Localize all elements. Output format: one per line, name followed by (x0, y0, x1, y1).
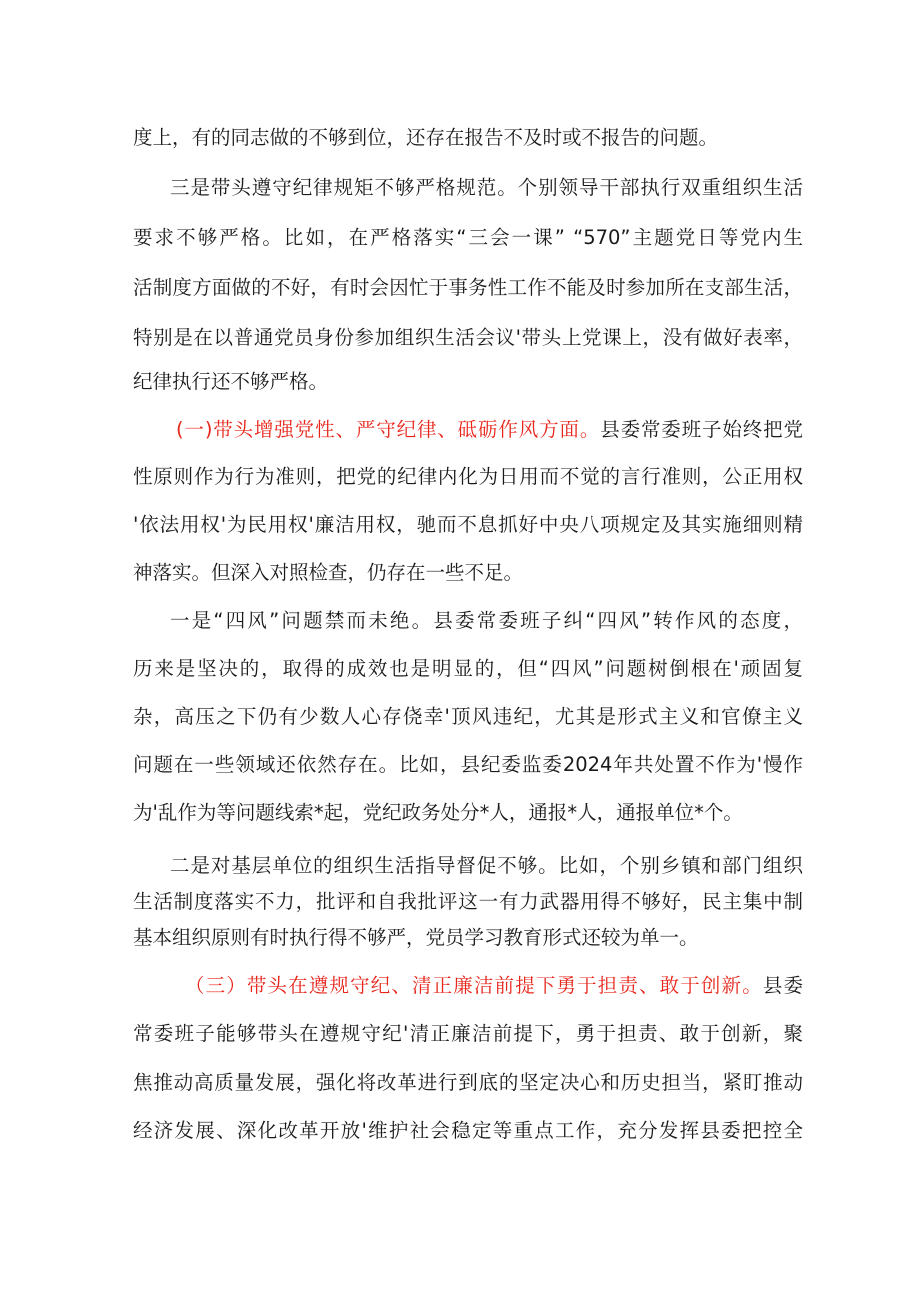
paragraph-line: 历来是坚决的，取得的成效也是明显的，但“四风”问题树倒根在'顽固复 (133, 657, 803, 680)
paragraph-line: 生活制度落实不力，批评和自我批评这一有力武器用得不够好，民主集中制 (133, 890, 803, 913)
paragraph-line: 常委班子能够带头在遵规守纪'清正廉洁前提下，勇于担责、敢于创新，聚 (133, 1022, 803, 1045)
paragraph-line: 焦推动高质量发展，强化将改革进行到底的坚定决心和历史担当，紧盯推动 (133, 1071, 803, 1094)
paragraph-line: 性原则作为行为准则，把党的纪律内化为日用而不觉的言行准则，公正用权 (133, 465, 803, 488)
heading-three-black-text: 县委 (762, 974, 803, 997)
paragraph-line: '依法用权'为民用权'廉洁用权，驰而不息抓好中央八项规定及其实施细则精 (133, 513, 803, 536)
paragraph-line: 要求不够严格。比如，在严格落实“三会一课” “570”主题党日等党内生 (133, 226, 803, 249)
paragraph-line: 三是带头遵守纪律规矩不够严格规范。个别领导干部执行双重组织生活 (170, 176, 803, 199)
paragraph-line: 特别是在以普通党员身份参加组织生活会议'带头上党课上，没有做好表率， (133, 326, 803, 349)
paragraph-line: 神落实。但深入对照检查，仍存在一些不足。 (133, 561, 524, 584)
heading-one-red-text: (一)带头增强党性、严守纪律、砥砺作风方面。 (176, 418, 601, 441)
paragraph-line: 杂，高压之下仍有少数人心存侥幸'顶风违纪，尤其是形式主义和官僚主义 (133, 705, 803, 728)
paragraph-line: 经济发展、深化改革开放'维护社会稳定等重点工作，充分发挥县委把控全 (133, 1119, 803, 1142)
heading-one-black-text: 县委常委班子始终把党 (600, 418, 803, 441)
paragraph-line: 二是对基层单位的组织生活指导督促不够。比如，个别乡镇和部门组织 (170, 854, 803, 877)
paragraph-line: 为'乱作为等问题线索*起，党纪政务处分*人，通报*人，通报单位*个。 (133, 801, 743, 824)
paragraph-line: 纪律执行还不够严格。 (133, 370, 329, 393)
paragraph-line: 度上，有的同志做的不够到位，还存在报告不及时或不报告的问题。 (133, 126, 719, 149)
paragraph-line: 活制度方面做的不好，有时会因忙于事务性工作不能及时参加所在支部生活， (133, 276, 803, 299)
paragraph-line: 问题在一些领域还依然存在。比如，县纪委监委2024年共处置不作为'慢作 (133, 753, 803, 776)
section-heading-one (176, 415, 803, 445)
section-heading-three (185, 971, 803, 1001)
paragraph-line: 基本组织原则有时执行得不够严，党员学习教育形式还较为单一。 (133, 926, 699, 949)
paragraph-line: 一是“四风”问题禁而未绝。县委常委班子纠“四风”转作风的态度， (170, 609, 803, 632)
heading-three-red-text: （三）带头在遵规守纪、清正廉洁前提下勇于担责、敢于创新。 (185, 974, 763, 997)
